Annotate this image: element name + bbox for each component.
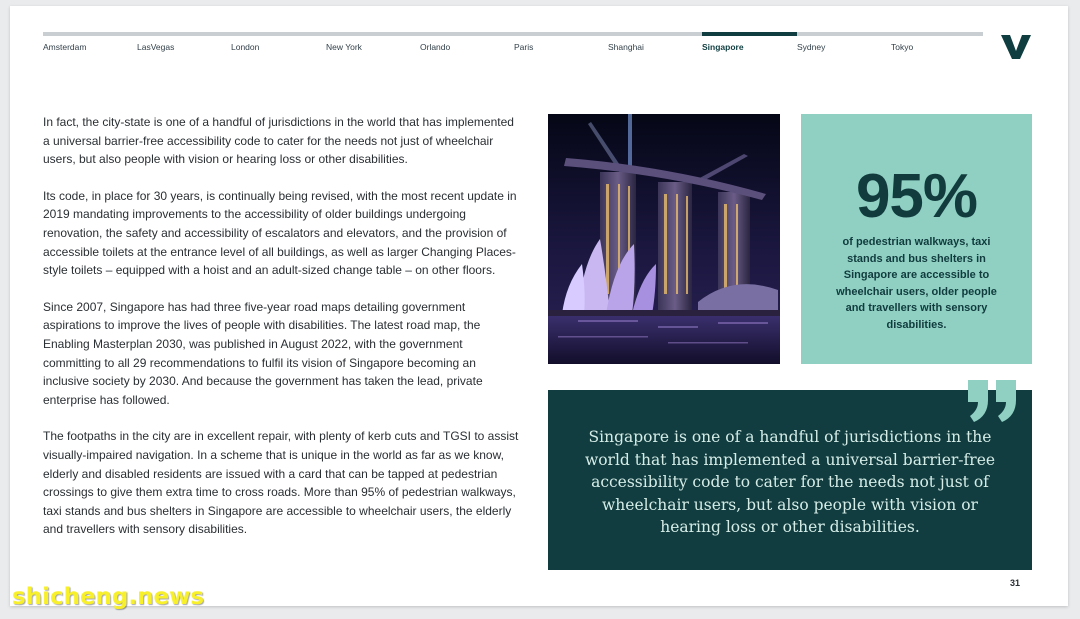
article-body — [43, 113, 523, 557]
quote-mark-icon — [966, 378, 1020, 424]
nav-item-singapore[interactable]: Singapore — [702, 42, 744, 52]
nav-item-new-york[interactable]: New York — [326, 42, 362, 52]
nav-item-orlando[interactable]: Orlando — [420, 42, 451, 52]
nav-item-tokyo[interactable]: Tokyo — [891, 42, 914, 52]
article-paragraph: In fact, the city-state is one of a handful of jurisdictions in the world that has implemented a universal barrier-free accessibility code to cater for the needs not just of wheelchair users, but also people with vision or hearing loss or other disabilities. — [43, 115, 514, 167]
stat-callout — [801, 114, 1032, 364]
pull-quote-text: Singapore is one of a handful of jurisdictions in the world that has implemented a universal barrier-free accessibility code to cater for the needs not just of wheelchair users, but also people with vision or hearing loss or other disabilities. — [584, 428, 996, 537]
site-watermark: shicheng.news — [12, 584, 205, 610]
nav-item-amsterdam[interactable]: Amsterdam — [43, 42, 87, 52]
page-number: 31 — [1010, 578, 1021, 588]
nav-item-paris[interactable]: Paris — [514, 42, 534, 52]
document-page — [10, 6, 1068, 606]
nav-progress-active — [702, 32, 797, 36]
nav-progress-track — [43, 32, 983, 36]
nav-item-las-vegas[interactable]: LasVegas — [137, 42, 175, 52]
article-paragraph: The footpaths in the city are in excellent repair, with plenty of kerb cuts and TGSI to assist visually-impaired navigation. In a scheme that is unique in the world as far as we know, elderly and disabled residents are issued with a card that can be tapped at pedestrian crossings to give them extra time to cross roads. More than 95% of pedestrian walkways, taxi stands and bus shelters in Singapore are accessible to wheelchair users, the elderly and travellers with sensory disabilities. — [43, 429, 519, 537]
v-logo-icon[interactable] — [1000, 33, 1032, 61]
pull-quote — [548, 390, 1032, 570]
stat-caption: of pedestrian walkways, taxi stands and bus shelters in Singapore are accessible to wheelchair users, older people and travellers with sensory disabilities. — [836, 236, 997, 331]
article-paragraph: Since 2007, Singapore has had three five-year road maps detailing government aspirations to improve the lives of people with disabilities. The latest road map, the Enabling Masterplan 2030, was published in August 2022, with the government committing to all 29 recommendations to fulfil its vision of Singapore becoming an inclusive society by 2030. And because the government has taken the lead, private enterprise has followed. — [43, 299, 483, 407]
nav-item-london[interactable]: London — [231, 42, 260, 52]
stat-value: 95% — [855, 162, 978, 231]
nav-item-shanghai[interactable]: Shanghai — [608, 42, 644, 52]
marina-bay-sands-photo — [548, 114, 780, 364]
nav-item-sydney[interactable]: Sydney — [797, 42, 826, 52]
article-paragraph: Its code, in place for 30 years, is continually being revised, with the most recent update in 2019 mandating improvements to the accessibility of older buildings undergoing renovation, the safety and accessibility of escalators and elevators, and the provision of accessible toilets at the entrance level of all buildings, as well as larger Changing Places-style toilets – equipped with a hoist and an adult-sized change table – on other floors. — [43, 188, 517, 278]
